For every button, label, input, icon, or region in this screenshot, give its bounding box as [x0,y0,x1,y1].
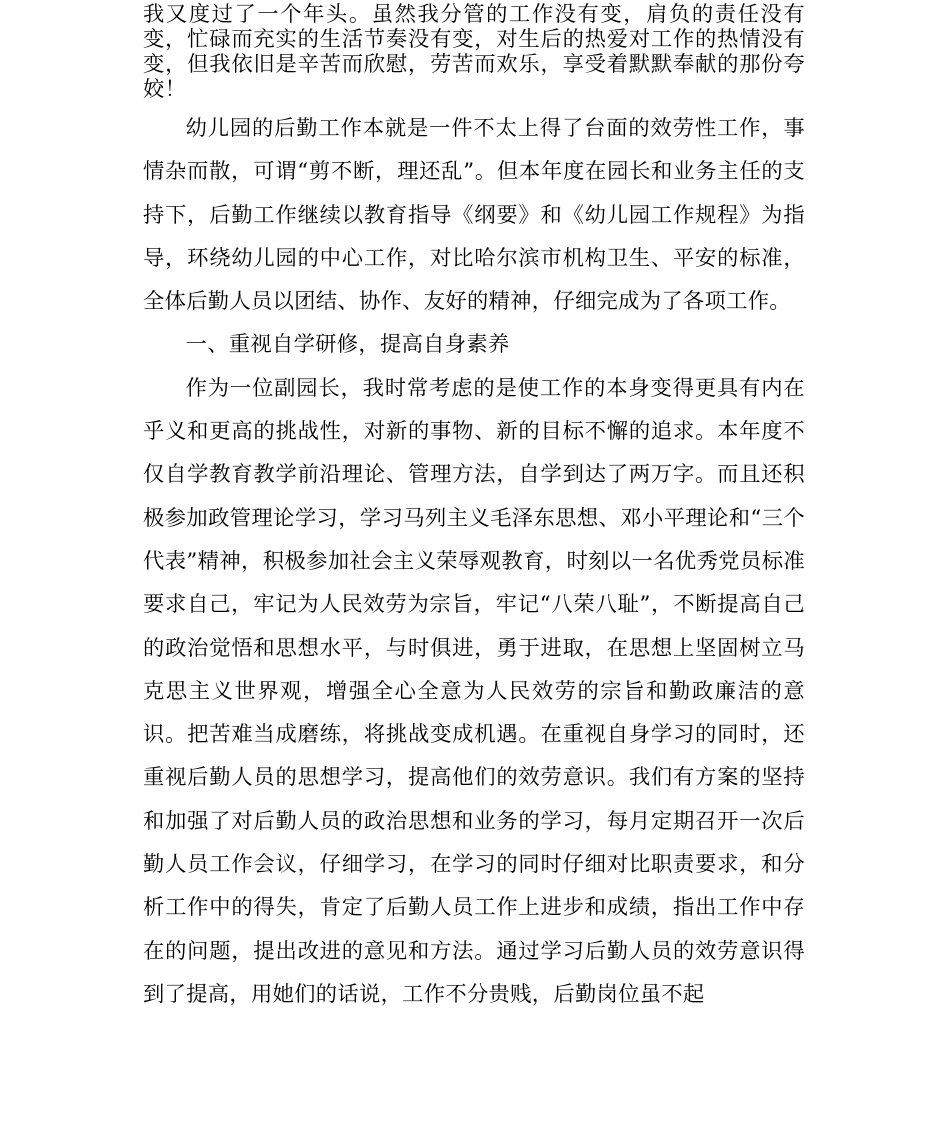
logistics-overview-paragraph: 幼儿园的后勤工作本就是一件不太上得了台面的效劳性工作，事情杂而散，可谓“剪不断，理还乱”。但本年度在园长和业务主任的支持下，后勤工作继续以教育指导《纲要》和《幼儿园工作规程》为指导，环绕幼儿园的中心工作，对比哈尔滨市机构卫生、平安的标准，全体后勤人员以团结、协作、友好的精神，仔细完成为了各项工作。 [143,116,805,315]
document-page [143,0,805,1016]
self-study-paragraph: 作为一位副园长，我时常考虑的是使工作的本身变得更具有内在乎义和更高的挑战性，对新的事物、新的目标不懈的追求。本年度不仅自学教育教学前沿理论、管理方法，自学到达了两万字。而且还积极参加政管理论学习，学习马列主义毛泽东思想、邓小平理论和“三个代表”精神，积极参加社会主义荣辱观教育，时刻以一名优秀党员标准要求自己，牢记为人民效劳为宗旨，牢记“八荣八耻”，不断提高自己的政治觉悟和思想水平，与时俱进，勇于进取，在思想上坚固树立马克思主义世界观，增强全心全意为人民效劳的宗旨和勤政廉洁的意识。把苦难当成磨练，将挑战变成机遇。在重视自身学习的同时，还重视后勤人员的思想学习，提高他们的效劳意识。我们有方案的坚持和加强了对后勤人员的政治思想和业务的学习，每月定期召开一次后勤人员工作会议，仔细学习，在学习的同时仔细对比职责要求，和分析工作中的得失，肯定了后勤人员工作上进步和成绩，指出工作中存在的问题，提出改进的意见和方法。通过学习后勤人员的效劳意识得到了提高，用她们的话说，工作不分贵贱，后勤岗位虽不起 [143,375,805,1007]
section-heading-self-study: 一、重视自学研修，提高自身素养 [185,332,510,358]
intro-paragraph: 我又度过了一个年头。虽然我分管的工作没有变，肩负的责任没有变，忙碌而充实的生活节奏没有变，对生后的热爱对工作的热情没有变，但我依旧是辛苦而欣慰，劳苦而欢乐，享受着默默奉献的那份夸姣！ [143,2,805,102]
